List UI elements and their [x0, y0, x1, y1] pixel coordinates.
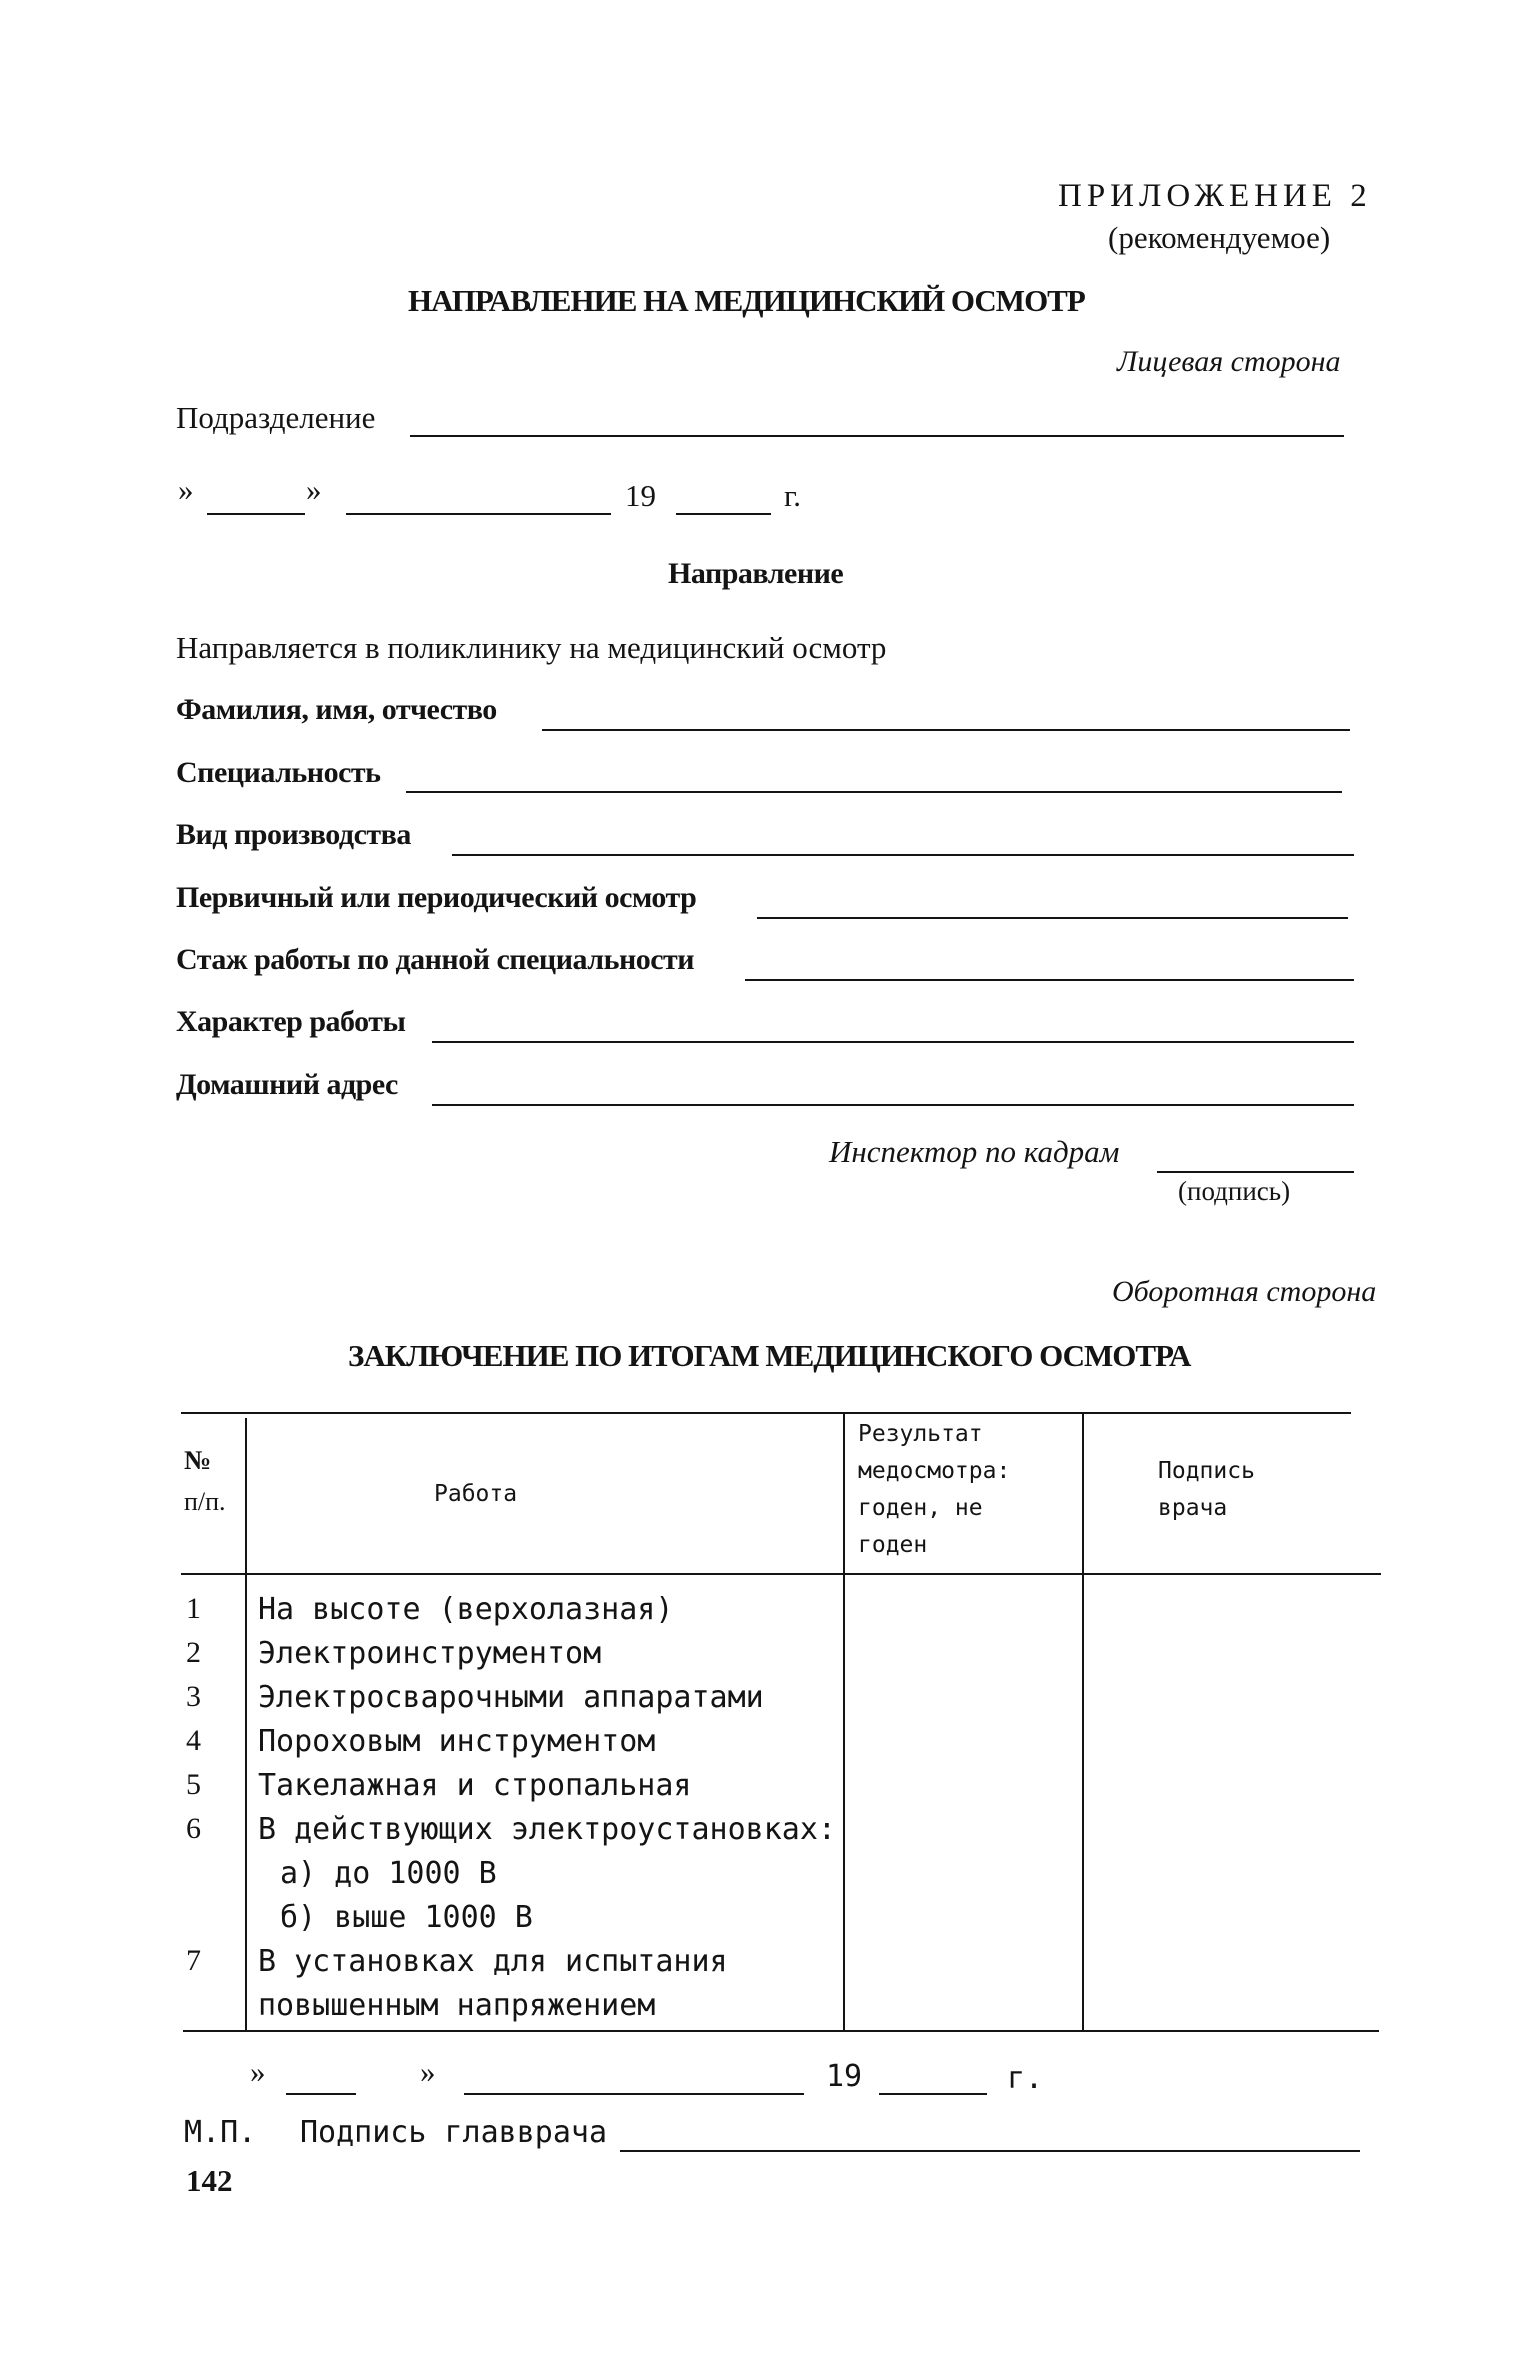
table-row-num: 6	[186, 1812, 201, 1845]
back-date-quote-open: »	[250, 2054, 266, 2089]
front-side-label: Лицевая сторона	[1117, 345, 1341, 378]
table-row-num: 4	[186, 1724, 201, 1757]
header-num-symbol: №	[184, 1445, 212, 1475]
appendix-subtitle: (рекомендуемое)	[1108, 220, 1331, 255]
header-result-line2: медосмотра:	[858, 1458, 1011, 1484]
production-field[interactable]	[452, 854, 1354, 856]
back-date-year-prefix: 19	[826, 2059, 863, 2094]
header-sign-line1: Подпись	[1158, 1458, 1255, 1484]
table-row: Электроинструментом	[258, 1636, 602, 1671]
intro-text: Направляется в поликлинику на медицинский осмотр	[176, 630, 887, 665]
stamp-label: М.П.	[184, 2115, 257, 2150]
header-result-line4: годен	[858, 1532, 928, 1558]
experience-field[interactable]	[745, 979, 1354, 981]
date-year-suffix: г.	[784, 478, 801, 513]
inspector-label: Инспектор по кадрам	[829, 1134, 1120, 1169]
table-row: Такелажная и стропальная	[258, 1768, 692, 1803]
table-col-divider-3	[1082, 1414, 1084, 2032]
table-row-num: 2	[186, 1636, 201, 1669]
table-row: В действующих электроустановках:	[258, 1812, 836, 1847]
table-col-divider-2	[843, 1414, 845, 2032]
inspector-signature-field[interactable]	[1157, 1171, 1354, 1173]
chief-signature-field[interactable]	[620, 2150, 1360, 2152]
header-num-abbr: п/п.	[184, 1487, 226, 1516]
table-row-num: 7	[186, 1944, 201, 1977]
table-col-divider-1	[245, 1418, 247, 2032]
front-title: НАПРАВЛЕНИЕ НА МЕДИЦИНСКИЙ ОСМОТР	[408, 283, 1085, 318]
field-label-exam-type: Первичный или периодический осмотр	[176, 881, 697, 914]
table-top-rule	[181, 1412, 1351, 1414]
back-date-quote-close: »	[420, 2054, 436, 2089]
date-day-field[interactable]	[207, 513, 305, 515]
table-row: В установках для испытания	[258, 1944, 728, 1979]
table-bottom-rule	[183, 2030, 1379, 2032]
field-label-fullname: Фамилия, имя, отчество	[176, 693, 497, 726]
appendix-title: ПРИЛОЖЕНИЕ 2	[1058, 178, 1372, 214]
header-work: Работа	[434, 1481, 518, 1507]
table-row-num: 1	[186, 1592, 201, 1625]
table-row: б) выше 1000 В	[280, 1900, 533, 1935]
back-date-month-field[interactable]	[464, 2093, 804, 2095]
table-row-num: 5	[186, 1768, 201, 1801]
date-year-field[interactable]	[676, 513, 771, 515]
date-year-prefix: 19	[625, 478, 656, 513]
back-date-day-field[interactable]	[286, 2093, 356, 2095]
field-label-specialty: Специальность	[176, 756, 381, 789]
subdivision-field[interactable]	[410, 435, 1344, 437]
date-quote-close: »	[306, 472, 322, 507]
exam-type-field[interactable]	[757, 917, 1348, 919]
header-result-line3: годен, не	[858, 1495, 983, 1521]
table-row: На высоте (верхолазная)	[258, 1592, 674, 1627]
back-date-year-suffix: г.	[1007, 2061, 1044, 2096]
table-header-rule	[181, 1573, 1381, 1575]
field-label-work-nature: Характер работы	[176, 1005, 406, 1038]
date-quote-open: »	[178, 472, 194, 507]
table-row: Электросварочными аппаратами	[258, 1680, 764, 1715]
field-label-address: Домашний адрес	[176, 1068, 398, 1101]
table-row: Пороховым инструментом	[258, 1724, 656, 1759]
header-sign-line2: врача	[1158, 1495, 1228, 1521]
table-row-num: 3	[186, 1680, 201, 1713]
work-nature-field[interactable]	[432, 1041, 1354, 1043]
chief-signature-label: Подпись главврача	[300, 2115, 608, 2150]
subdivision-label: Подразделение	[176, 400, 376, 435]
date-month-field[interactable]	[346, 513, 611, 515]
address-field[interactable]	[432, 1104, 1354, 1106]
fullname-field[interactable]	[542, 729, 1350, 731]
header-result-line1: Результат	[858, 1421, 983, 1447]
field-label-production: Вид производства	[176, 818, 411, 851]
table-row: повышенным напряжением	[258, 1988, 656, 2023]
back-title: ЗАКЛЮЧЕНИЕ ПО ИТОГАМ МЕДИЦИНСКОГО ОСМОТРА	[348, 1338, 1191, 1373]
back-side-label: Оборотная сторона	[1112, 1275, 1377, 1308]
page-number: 142	[186, 2163, 233, 2198]
field-label-experience: Стаж работы по данной специальности	[176, 943, 695, 976]
table-row: а) до 1000 В	[280, 1856, 497, 1891]
section-heading: Направление	[668, 557, 844, 590]
specialty-field[interactable]	[406, 791, 1342, 793]
signature-caption: (подпись)	[1178, 1176, 1291, 1206]
back-date-year-field[interactable]	[879, 2093, 987, 2095]
